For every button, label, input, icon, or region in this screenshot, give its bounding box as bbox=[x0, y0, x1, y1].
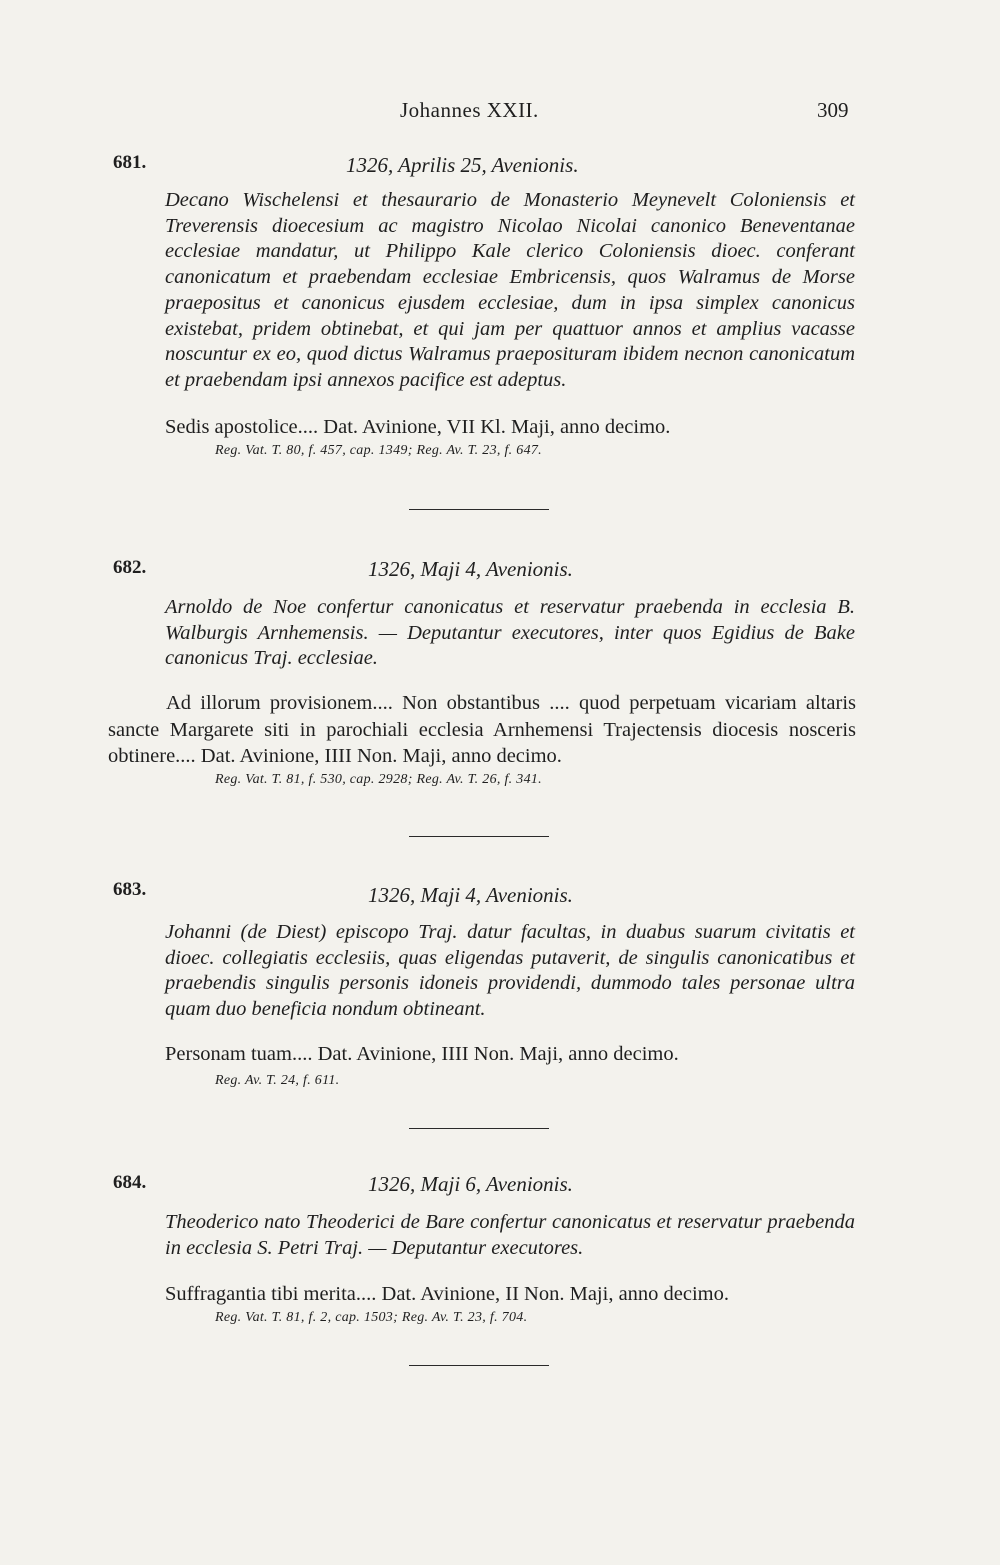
entry-date: 1326, Maji 4, Avenionis. bbox=[368, 557, 573, 581]
separator-rule bbox=[409, 1128, 549, 1129]
page-number: 309 bbox=[817, 98, 849, 122]
running-title: Johannes XXII. bbox=[400, 98, 539, 122]
running-head bbox=[0, 98, 1000, 128]
entry-682-archive-reference: Reg. Vat. T. 81, f. 530, cap. 2928; Reg. Av. T. 26, f. 341. bbox=[215, 772, 542, 787]
entry-683-dating-clause: Personam tuam.... Dat. Avinione, IIII Non. Maji, anno decimo. bbox=[165, 1043, 679, 1065]
entry-number: 683. bbox=[113, 879, 147, 900]
entry-date: 1326, Maji 4, Avenionis. bbox=[368, 883, 573, 907]
entry-684-dating-clause: Suffragantia tibi merita.... Dat. Avinione, II Non. Maji, anno decimo. bbox=[165, 1283, 730, 1305]
separator-rule bbox=[409, 1365, 549, 1366]
entry-684-regest: Theoderico nato Theoderici de Bare confertur canonicatus et reservatur praebenda in ecclesia S. Petri Traj. — Deputantur executores. bbox=[165, 1211, 855, 1259]
entry-date: 1326, Maji 6, Avenionis. bbox=[368, 1172, 573, 1196]
separator-rule bbox=[409, 836, 549, 837]
entry-681-archive-reference: Reg. Vat. T. 80, f. 457, cap. 1349; Reg. Av. T. 23, f. 647. bbox=[215, 443, 542, 458]
entry-682-regest: Arnoldo de Noe confertur canonicatus et reservatur praebenda in ecclesia B. Walburgis Arnhemensis. — Deputantur executores, inter quos Egidius de Bake canonicus Traj. ecclesiae. bbox=[165, 596, 855, 670]
entry-684-archive-reference: Reg. Vat. T. 81, f. 2, cap. 1503; Reg. Av. T. 23, f. 704. bbox=[215, 1310, 528, 1325]
entry-681-regest: Decano Wischelensi et thesaurario de Monasterio Meynevelt Coloniensis et Treverensis dioecesium ac magistro Nicolao Nicolai canonico Beneventanae ecclesiae mandatur, ut Philippo Kale clerico Coloniensis dioec. conferant canonicatum et praebendam ecclesiae Embricensis, quos Walramus de Morse praepositus et canonicus ejusdem ecclesiae, dum in ipsa simplex canonicus existebat, pridem obtinebat, et qui jam per quattuor annos et amplius vacasse noscuntur ex eo, quod dictus Walramus praeposituram ibidem necnon canonicatum et praebendam ipsi annexos pacifice est adeptus. bbox=[165, 189, 855, 391]
entry-number: 684. bbox=[113, 1172, 147, 1193]
entry-683-archive-reference: Reg. Av. T. 24, f. 611. bbox=[215, 1073, 340, 1088]
entry-683-regest: Johanni (de Diest) episcopo Traj. datur facultas, in duabus suarum civitatis et dioec. collegiatis ecclesiis, quas eligendas putaverit, de singulis canonicatibus et praebendis singulis personis idoneis providendi, dummodo tales personae ultra quam duo beneficia nondum obtineant. bbox=[165, 921, 855, 1021]
entry-number: 682. bbox=[113, 557, 147, 578]
entry-682-dating-clause: Ad illorum provisionem.... Non obstantibus .... quod perpetuam vicariam altaris sancte Margarete siti in parochiali ecclesia Arnhemensi Trajectensis diocesis nosceris obtinere.... Dat. Avinione, IIII Non. Maji, anno decimo. bbox=[108, 692, 856, 767]
entry-number: 681. bbox=[113, 152, 147, 173]
entry-681-dating-clause: Sedis apostolice.... Dat. Avinione, VII Kl. Maji, anno decimo. bbox=[165, 416, 671, 438]
entry-date: 1326, Aprilis 25, Avenionis. bbox=[346, 153, 579, 177]
separator-rule bbox=[409, 509, 549, 510]
